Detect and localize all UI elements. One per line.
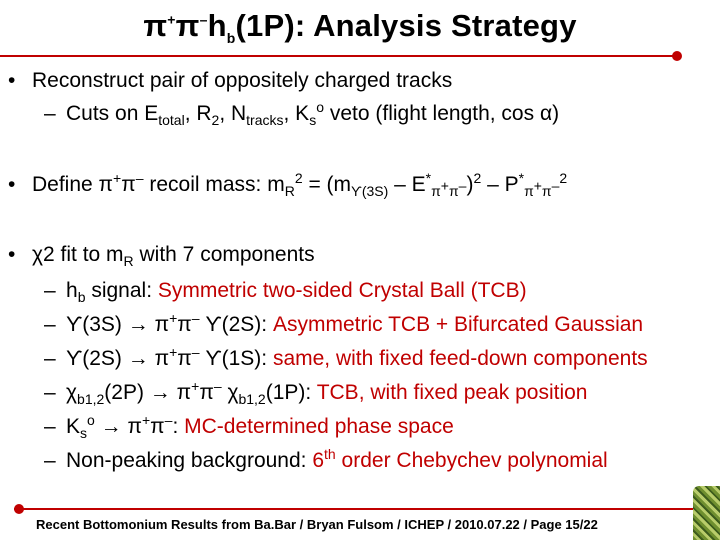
slide-footer: Recent Bottomonium Results from Ba.Bar / Bryan Fulsom / ICHEP / 2010.07.22 / Page 15/22 <box>36 517 598 532</box>
sub-chib: – $\chi_{b1,2}(2P) \to \pi^+\pi^-$ $\chi_{b1,2}(1P)$: TCB, with fixed peak position <box>44 378 588 408</box>
title-rule <box>0 55 676 57</box>
sub-background: – Non-peaking background: 6th order Chebychev polynomial <box>44 446 608 472</box>
bullet-reconstruct-text: Reconstruct pair of oppositely charged tracks <box>32 69 453 92</box>
sub-hb-signal: – $h_b$ signal: Symmetric two-sided Crystal Ball (TCB) <box>44 279 527 306</box>
slide-title: $\pi^+\pi^-h_b(1P)$: Analysis Strategy <box>143 8 577 47</box>
sub-3s-2s: – ϒ(3S) → π+π– ϒ(2S): Asymmetric TCB + Bifurcated Gaussian <box>44 310 644 336</box>
footer-rule <box>14 508 694 510</box>
bullet-reconstruct: • Reconstruct pair of oppositely charged tracks <box>8 69 453 92</box>
bullet-chi2-fit: • χ2 fit to $m_R$ with 7 components <box>8 243 315 270</box>
babar-logo <box>693 486 720 540</box>
footer-rule-dot <box>14 504 24 514</box>
sub-2s-1s: – ϒ(2S) → π+π– ϒ(1S): same, with fixed feed-down components <box>44 344 648 370</box>
title-rule-dot <box>672 51 682 61</box>
sub-cuts: – Cuts on $E_{total}$, $R_2$, $N_{tracks}$, $K_s^o$ veto (flight length, cos α) <box>44 99 560 129</box>
bullet-recoil-mass: • Define π+π– recoil mass: $m_R^2 = (m_{ϒ(3S)} - E^*_{\pi^+\pi^-})^2 - P^*_{\pi^+\pi^-}^2$ <box>8 170 568 200</box>
sub-ks: – $K_s^o \to \pi^+\pi^-$: MC-determined phase space <box>44 412 454 442</box>
